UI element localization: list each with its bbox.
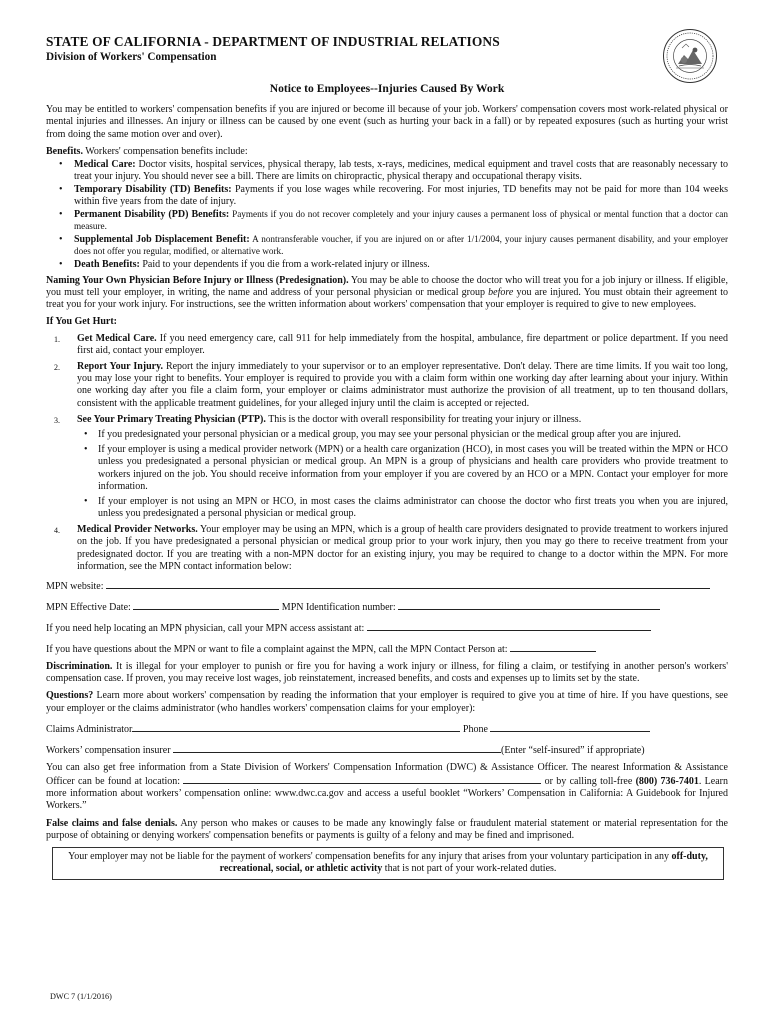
- mpn-website-row: [46, 579, 728, 593]
- step-text: This is the doctor with overall responsibility for treating your injury or illness.: [265, 413, 582, 425]
- list-item: [57, 159, 728, 183]
- step-number: 4.: [54, 526, 60, 536]
- benefit-text: Doctor visits, hospital services, physical therapy, lab tests, x-rays, medicines, medical equipment and travel costs that are reasonably necessary to treat your injury. You should never see a bill. There are limits on chiropractic, physical therapy and occupational therapy visits.: [74, 158, 728, 182]
- dwc-info-text: by calling toll-free: [556, 775, 636, 787]
- benefit-text: Payments if you do not recover completely and your injury causes a permanent loss of physical or mental function that a doctor can measure.: [74, 208, 728, 231]
- discrimination-text: It is illegal for your employer to punish or fire you for having a work injury or illness, for filing a claim, or testifying in another person's workers' compensation case. If proven, you may receive lost wages, job reinstatement, increased benefits, and costs and expenses up to limits set by the state.: [46, 661, 728, 685]
- intro-paragraph: You may be entitled to workers' compensation benefits if you are injured or become ill because of your job. Workers' compensation covers most work-related physical or mental injuries and illnesses. An injury or illness can be caused by one event (such as hurting your back in a fall) or by repeated exposures (such as hurting your wrist from doing the same motion over and over).: [46, 104, 728, 140]
- step-number: 1.: [54, 334, 60, 344]
- predesignation-text: You may be able to choose the doctor who will treat you for a job injury or illness. If eligible, you must tell your employer, in writing, the name and address of your personal physician or medical group: [46, 274, 728, 299]
- step-text: Your employer may be using an MPN, which is a group of health care providers designated to provide treatment to workers injured on the job. If you have predesignated a personal physician or medical group prior to your work injury, then you may go there to receive treatment from your predesignated doctor. If you are treating with a non-MPN doctor for an existing injury, you may be required to change to a doctor within the MPN. For more information, see the MPN contact information below:: [77, 524, 728, 572]
- ptp-sublist: [77, 429, 728, 520]
- list-item: • If your employer is not using an MPN or HCO, in most cases the claims administrator can choose the doctor who first treats you when you are injured, unless you predesignated a personal physician or medical group.: [77, 496, 728, 520]
- dwc-or-text: or: [541, 775, 553, 787]
- notice-title: Notice to Employees--Injuries Caused By Work: [269, 82, 505, 95]
- agency-title: STATE OF CALIFORNIA - DEPARTMENT OF INDUSTRIAL RELATIONS: [46, 34, 500, 49]
- notice-text: that is not part of your work-related duties.: [382, 863, 557, 875]
- benefits-list: [57, 159, 728, 271]
- step-label: Get Medical Care.: [77, 332, 157, 344]
- voluntary-activity-notice: [52, 847, 724, 880]
- benefit-text: A nontransferable voucher, if you are injured on or after 1/1/2004, your injury causes permanent disability, and your employer does not offer you regular, modified, or alternative work.: [74, 233, 729, 256]
- document-header: [46, 34, 728, 68]
- benefit-label: Death Benefits:: [74, 258, 140, 270]
- list-item: [57, 234, 728, 258]
- claims-admin-field[interactable]: [132, 722, 460, 732]
- predesignation-emphasis: before: [488, 287, 514, 299]
- insurer-note: (Enter “self-insured” if appropriate): [501, 744, 645, 756]
- step-text: If you need emergency care, call 911 for help immediately from the hospital, ambulance, fire department or police department. If you need first aid, contact your employer.: [77, 332, 728, 356]
- state-seal-icon: [662, 28, 718, 84]
- mpn-access-field[interactable]: [367, 621, 651, 631]
- predesignation-paragraph: [46, 275, 728, 312]
- benefit-label: Supplemental Job Displacement Benefit:: [74, 233, 250, 245]
- list-item: [57, 184, 728, 208]
- questions-paragraph: [46, 690, 728, 714]
- notice-text: Your employer may not be liable for the payment of workers' compensation benefits for any injury that arises from your voluntary participation in any: [68, 850, 672, 862]
- benefit-label: Medical Care:: [74, 158, 136, 170]
- mpn-id-label: MPN Identification number:: [279, 602, 399, 614]
- if-hurt-heading-text: If You Get Hurt:: [46, 316, 118, 328]
- insurer-row: [46, 743, 728, 757]
- if-hurt-steps: [46, 333, 728, 573]
- mpn-contact-field[interactable]: [510, 642, 596, 652]
- predesignation-heading: Naming Your Own Physician Before Injury or Illness (Predesignation).: [46, 274, 349, 286]
- insurer-field[interactable]: [173, 743, 501, 753]
- benefits-heading: Benefits.: [46, 145, 83, 157]
- mpn-contact-label: If you have questions about the MPN or want to file a complaint against the MPN, call the MPN Contact Person at:: [46, 644, 511, 656]
- benefit-text: Payments if you lose wages while recovering. For most injuries, TD benefits may not be paid for more than 104 weeks within five years from the date of injury.: [74, 183, 728, 207]
- benefit-text: Paid to your dependents if you die from a work-related injury or illness.: [139, 258, 430, 270]
- mpn-effective-date-field[interactable]: [133, 600, 279, 610]
- list-item: • If you predesignated your personal physician or a medical group, you may see your personal physician or the medical group after you are injured.: [77, 429, 728, 441]
- mpn-website-field[interactable]: [106, 579, 710, 589]
- false-claims-text: Any person who makes or causes to be made any knowingly false or fraudulent material statement or material representation for the purpose of obtaining or denying workers' compensation benefits or payments is guilty of a felony and may be fined and imprisoned.: [46, 817, 728, 841]
- if-hurt-heading: [46, 316, 728, 328]
- dwc-info-paragraph: [46, 762, 728, 813]
- phone-label: Phone: [460, 723, 491, 735]
- list-item: • If your employer is using a medical provider network (MPN) or a health care organization (HCO), in most cases you will be treated within the MPN or HCO unless you predesignated a personal physician or medical group. An MPN is a group of physicians and health care providers who provide treatment to workers injured on the job. You should receive information from your employer if you are covered by an HCO or a MPN. Contact your employer for more information.: [77, 444, 728, 493]
- benefits-paragraph: [46, 146, 728, 158]
- mpn-contact-row: [46, 642, 728, 656]
- dwc-info-text: You can also get free information from a State Division of Workers' Compensation Information (DWC) & Assistance Officer. The nearest Information & Assistance Officer can be found at location:: [46, 761, 728, 787]
- insurer-label: Workers’ compensation insurer: [46, 744, 174, 756]
- list-item: [46, 361, 728, 410]
- step-text: Report the injury immediately to your supervisor or to an employer representative. Don't delay. There are time limits. If you wait too long, you may lose your right to benefits. Your employer is required to provide you with a claim form within one working day after learning about your injury. Within one working day after you file a claim form, your employer or claims administrator must authorize the provision of all treatment, up to ten thousand dollars, consistent with the applicable treatment guidelines, for your alleged injury until the claim is accepted or rejected.: [77, 361, 728, 409]
- step-label: Report Your Injury.: [77, 361, 164, 373]
- mpn-dates-row: [46, 600, 728, 614]
- list-item: [46, 333, 728, 357]
- dwc-location-field[interactable]: [183, 774, 541, 784]
- dwc-phone: (800) 736-7401: [635, 775, 699, 787]
- form-number: DWC 7 (1/1/2016): [50, 992, 112, 1001]
- questions-heading: Questions?: [46, 690, 94, 702]
- false-claims-heading: False claims and false denials.: [46, 817, 178, 829]
- phone-field[interactable]: [490, 722, 650, 732]
- step-number: 2.: [54, 363, 60, 373]
- mpn-access-label: If you need help locating an MPN physician, call your MPN access assistant at:: [46, 623, 367, 635]
- step-label: See Your Primary Treating Physician (PTP).: [77, 413, 266, 425]
- mpn-id-field[interactable]: [398, 600, 660, 610]
- discrimination-heading: Discrimination.: [46, 661, 113, 673]
- notice-document: [46, 34, 728, 1014]
- predesignation-text: you are injured. You must obtain their agreement to treat you for your work injury. For instructions, see the written information about workers' compensation that your employer is required to give to new employees.: [46, 287, 728, 311]
- false-claims-paragraph: [46, 818, 728, 842]
- benefit-label: Permanent Disability (PD) Benefits:: [74, 208, 230, 220]
- division-title: Division of Workers' Compensation: [46, 51, 217, 64]
- step-number: 3.: [54, 415, 60, 425]
- notice-emphasis: off-duty, recreational, social, or athletic activity: [219, 850, 708, 875]
- list-item: [57, 209, 728, 233]
- benefits-lead: Workers' compensation benefits include:: [82, 145, 248, 157]
- questions-text: Learn more about workers' compensation by reading the information that your employer is required to give you at time of hire. If you have questions, see your employer or the claims administrator (who handles workers' compensation claims for your employer):: [46, 690, 728, 714]
- discrimination-paragraph: [46, 661, 728, 685]
- mpn-website-label: MPN website:: [46, 581, 106, 593]
- claims-admin-row: [46, 722, 728, 736]
- mpn-access-row: [46, 621, 728, 635]
- claims-admin-label: Claims Administrator: [46, 723, 133, 735]
- step-label: Medical Provider Networks.: [77, 524, 198, 536]
- list-item: [46, 414, 728, 521]
- mpn-effective-date-label: MPN Effective Date:: [46, 602, 134, 614]
- dwc-info-text: . Learn more information about workers’ compensation online: www.dwc.ca.gov and access a useful booklet “Workers’ Compensation in California: A Guidebook for Injured Workers.”: [46, 775, 728, 812]
- benefit-label: Temporary Disability (TD) Benefits:: [74, 183, 232, 195]
- list-item: [46, 524, 728, 573]
- list-item: [57, 259, 728, 271]
